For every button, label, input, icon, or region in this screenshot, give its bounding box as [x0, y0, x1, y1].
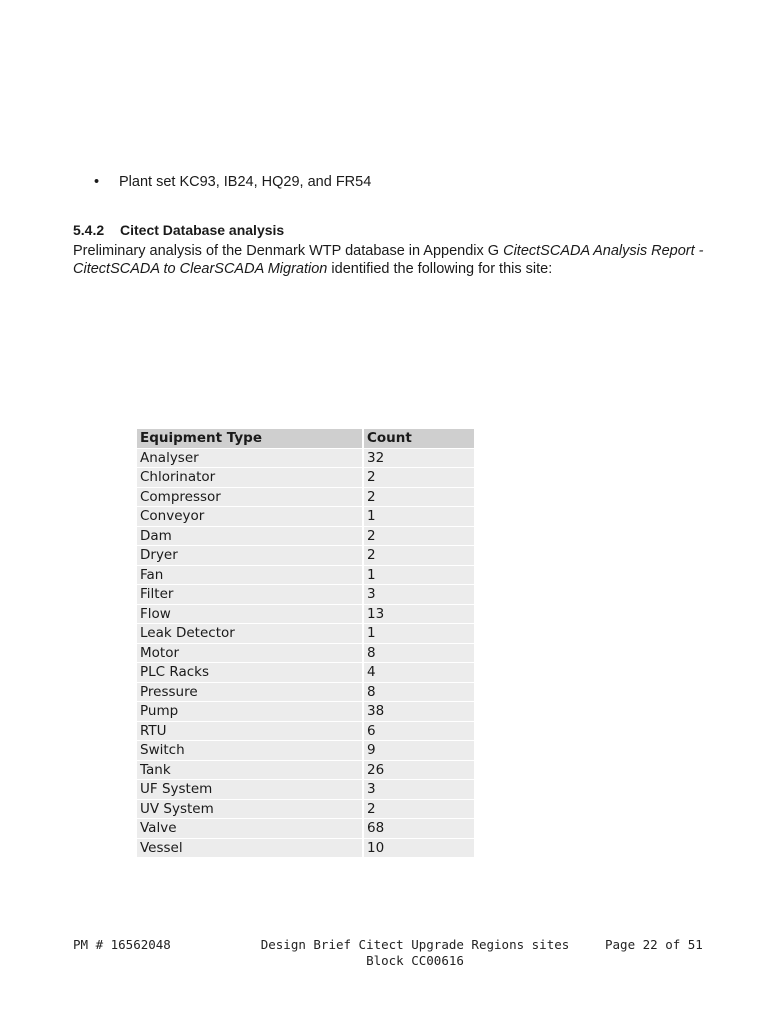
count-cell: 2 — [364, 527, 474, 547]
equipment-type-cell: RTU — [137, 722, 364, 742]
equipment-type-cell: Flow — [137, 605, 364, 625]
count-cell: 3 — [364, 780, 474, 800]
equipment-type-cell: Analyser — [137, 449, 364, 469]
footer-page-number: Page 22 of 51 — [605, 937, 703, 952]
header-equipment-type: Equipment Type — [137, 429, 364, 449]
table-row — [137, 683, 474, 703]
table-row — [137, 839, 474, 859]
table-row — [137, 819, 474, 839]
equipment-type-cell: Vessel — [137, 839, 364, 859]
equipment-type-cell: Tank — [137, 761, 364, 781]
table-row — [137, 741, 474, 761]
table-row — [137, 702, 474, 722]
paragraph-suffix: identified the following for this site: — [327, 261, 553, 277]
table-row — [137, 488, 474, 508]
equipment-type-cell: UV System — [137, 800, 364, 820]
table-row — [137, 566, 474, 586]
count-cell: 1 — [364, 566, 474, 586]
count-cell: 6 — [364, 722, 474, 742]
table-header-row — [137, 429, 474, 449]
count-cell: 8 — [364, 644, 474, 664]
equipment-type-cell: Filter — [137, 585, 364, 605]
count-cell: 8 — [364, 683, 474, 703]
equipment-type-cell: Pressure — [137, 683, 364, 703]
count-cell: 2 — [364, 488, 474, 508]
table-row — [137, 761, 474, 781]
count-cell: 2 — [364, 546, 474, 566]
count-cell: 1 — [364, 507, 474, 527]
count-cell: 9 — [364, 741, 474, 761]
table-row — [137, 527, 474, 547]
count-cell: 13 — [364, 605, 474, 625]
equipment-type-cell: Pump — [137, 702, 364, 722]
table-row — [137, 780, 474, 800]
equipment-type-cell: Conveyor — [137, 507, 364, 527]
table-row — [137, 722, 474, 742]
count-cell: 2 — [364, 800, 474, 820]
equipment-type-cell: Valve — [137, 819, 364, 839]
count-cell: 3 — [364, 585, 474, 605]
table-row — [137, 663, 474, 683]
equipment-type-cell: Fan — [137, 566, 364, 586]
table-row — [137, 624, 474, 644]
paragraph-report-title: CitectSCADA Analysis Report - CitectSCADA to ClearSCADA Migration — [73, 243, 704, 277]
section-heading — [73, 222, 284, 238]
equipment-type-cell: Motor — [137, 644, 364, 664]
table-row — [137, 468, 474, 488]
count-cell: 10 — [364, 839, 474, 859]
footer-pm-number: PM # 16562048 — [73, 937, 171, 952]
equipment-type-cell: Chlorinator — [137, 468, 364, 488]
equipment-type-cell: UF System — [137, 780, 364, 800]
equipment-type-cell: Switch — [137, 741, 364, 761]
equipment-type-cell: PLC Racks — [137, 663, 364, 683]
count-cell: 4 — [364, 663, 474, 683]
count-cell: 38 — [364, 702, 474, 722]
table-row — [137, 546, 474, 566]
footer-document-title — [250, 937, 580, 969]
table-row — [137, 585, 474, 605]
equipment-type-cell: Dryer — [137, 546, 364, 566]
header-count: Count — [364, 429, 474, 449]
intro-paragraph — [73, 242, 713, 278]
section-title: Citect Database analysis — [120, 222, 285, 238]
count-cell: 1 — [364, 624, 474, 644]
paragraph-prefix: Preliminary analysis of the Denmark WTP database in Appendix G — [73, 243, 504, 259]
equipment-type-cell: Dam — [137, 527, 364, 547]
table-row — [137, 800, 474, 820]
footer-title-line1: Design Brief Citect Upgrade Regions sites — [260, 937, 570, 952]
footer-title-line2: Block CC00616 — [366, 953, 464, 968]
count-cell: 32 — [364, 449, 474, 469]
count-cell: 68 — [364, 819, 474, 839]
equipment-table — [137, 429, 474, 858]
table-row — [137, 507, 474, 527]
count-cell: 2 — [364, 468, 474, 488]
equipment-type-cell: Compressor — [137, 488, 364, 508]
table-row — [137, 644, 474, 664]
bullet-text: Plant set KC93, IB24, HQ29, and FR54 — [119, 174, 372, 190]
bullet-icon: • — [94, 174, 100, 190]
bullet-item — [94, 174, 371, 190]
count-cell: 26 — [364, 761, 474, 781]
section-number: 5.4.2 — [73, 222, 105, 238]
table-row — [137, 605, 474, 625]
equipment-type-cell: Leak Detector — [137, 624, 364, 644]
table-row — [137, 449, 474, 469]
